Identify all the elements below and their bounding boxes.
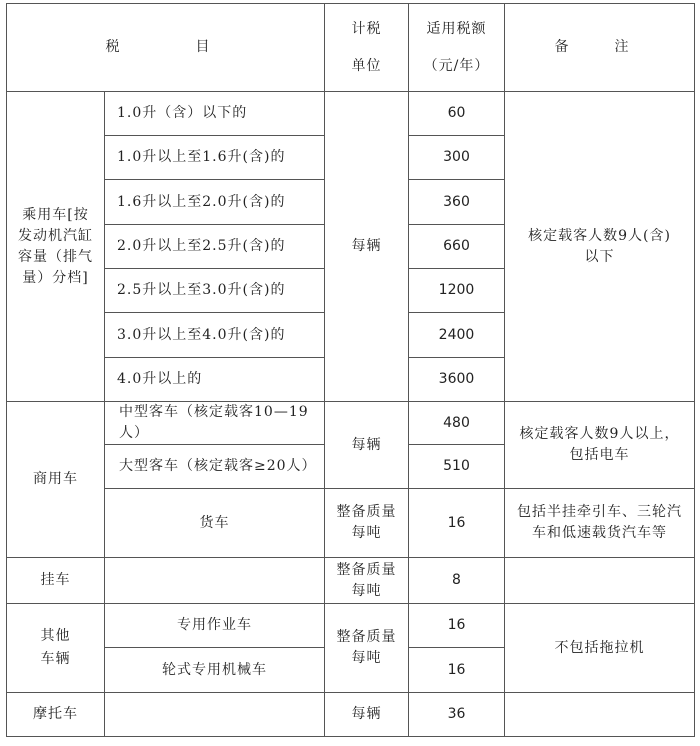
table-row <box>7 489 695 558</box>
table-row <box>7 604 695 648</box>
table-row <box>7 558 695 604</box>
passenger-row-name: 4.0升以上的 <box>105 358 325 402</box>
passenger-row-amount: 360 <box>409 180 505 225</box>
other-row-amount: 16 <box>409 648 505 693</box>
motorcycle-amount: 36 <box>409 693 505 737</box>
table-row <box>7 92 695 136</box>
other-remark: 不包括拖拉机 <box>505 604 695 693</box>
header-tax-amount <box>409 4 505 92</box>
commercial-category: 商用车 <box>7 402 105 558</box>
other-unit: 整备质量每吨 <box>325 604 409 693</box>
trailer-remark-empty <box>505 558 695 604</box>
commercial-bus-remark: 核定载客人数9人以上，包括电车 <box>505 402 695 489</box>
passenger-row-name: 1.0升以上至1.6升(含)的 <box>105 136 325 180</box>
truck-amount: 16 <box>409 489 505 558</box>
truck-remark: 包括半挂牵引车、三轮汽车和低速载货汽车等 <box>505 489 695 558</box>
passenger-row-amount: 660 <box>409 225 505 269</box>
other-category-line2: 车辆 <box>40 651 71 667</box>
other-category-line1: 其他 <box>40 628 71 644</box>
table-row <box>7 693 695 737</box>
header-unit-line2: 单位 <box>351 57 382 74</box>
trailer-amount: 8 <box>409 558 505 604</box>
commercial-row-name: 中型客车（核定载客10—19人） <box>105 402 325 445</box>
motorcycle-empty <box>105 693 325 737</box>
commercial-row-amount: 480 <box>409 402 505 445</box>
header-unit-line1: 计税 <box>351 20 382 37</box>
other-row-amount: 16 <box>409 604 505 648</box>
passenger-car-remark: 核定载客人数9人(含)以下 <box>505 92 695 402</box>
header-amount-line2: （元/年） <box>423 57 490 74</box>
passenger-row-name: 3.0升以上至4.0升(含)的 <box>105 313 325 358</box>
commercial-bus-unit: 每辆 <box>325 402 409 489</box>
other-row-name: 专用作业车 <box>105 604 325 648</box>
motorcycle-unit: 每辆 <box>325 693 409 737</box>
other-category <box>7 604 105 693</box>
other-row-name: 轮式专用机械车 <box>105 648 325 693</box>
trailer-empty <box>105 558 325 604</box>
commercial-row-name: 大型客车（核定载客≥20人） <box>105 445 325 489</box>
passenger-row-name: 2.0升以上至2.5升(含)的 <box>105 225 325 269</box>
header-amount-line1: 适用税额 <box>426 20 487 37</box>
header-tax-unit <box>325 4 409 92</box>
header-remark: 备 注 <box>505 4 695 92</box>
passenger-row-name: 1.6升以上至2.0升(含)的 <box>105 180 325 225</box>
commercial-row-amount: 510 <box>409 445 505 489</box>
passenger-row-amount: 1200 <box>409 269 505 313</box>
motorcycle-remark-empty <box>505 693 695 737</box>
passenger-row-amount: 3600 <box>409 358 505 402</box>
passenger-row-name: 1.0升（含）以下的 <box>105 92 325 136</box>
truck-unit: 整备质量每吨 <box>325 489 409 558</box>
table-row <box>7 402 695 445</box>
passenger-row-amount: 2400 <box>409 313 505 358</box>
motorcycle-category: 摩托车 <box>7 693 105 737</box>
header-tax-item: 税 目 <box>7 4 325 92</box>
passenger-row-amount: 60 <box>409 92 505 136</box>
passenger-row-amount: 300 <box>409 136 505 180</box>
vehicle-tax-table <box>6 3 695 737</box>
passenger-row-name: 2.5升以上至3.0升(含)的 <box>105 269 325 313</box>
truck-name: 货车 <box>105 489 325 558</box>
passenger-car-category: 乘用车[按发动机汽缸容量（排气量）分档] <box>7 92 105 402</box>
trailer-category: 挂车 <box>7 558 105 604</box>
passenger-car-unit: 每辆 <box>325 92 409 402</box>
table-header-row <box>7 4 695 92</box>
trailer-unit: 整备质量每吨 <box>325 558 409 604</box>
